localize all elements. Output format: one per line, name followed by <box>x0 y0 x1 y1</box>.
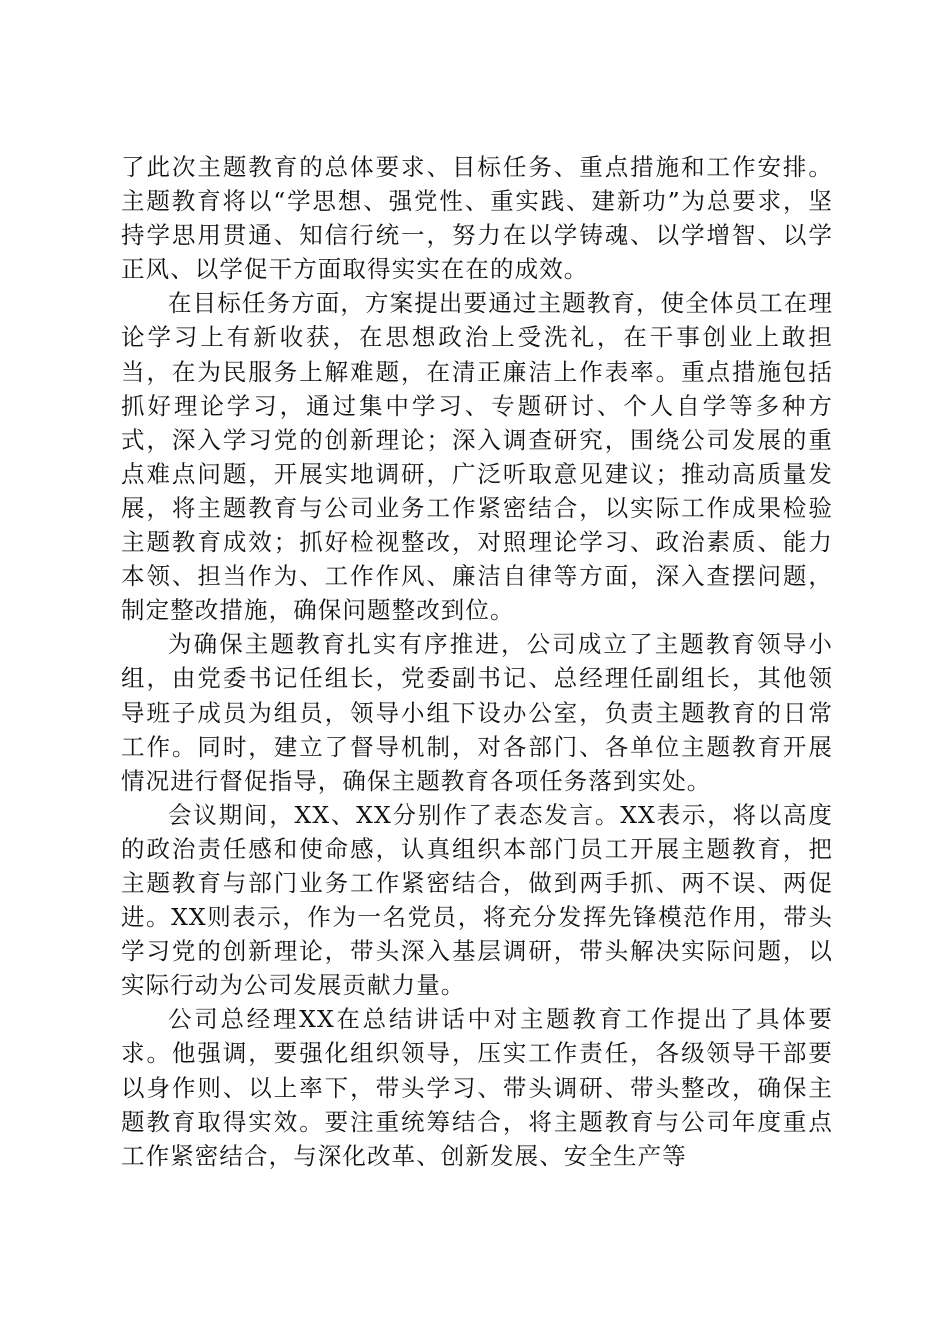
document-body <box>121 150 833 1173</box>
paragraph-continued: 了此次主题教育的总体要求、目标任务、重点措施和工作安排。主题教育将以“学思想、强党性、重实践、建新功”为总要求，坚持学思用贯通、知信行统一，努力在以学铸魂、以学增智、以学正风、以学促干方面取得实实在在的成效。 <box>121 153 833 284</box>
paragraph-objectives: 在目标任务方面，方案提出要通过主题教育，使全体员工在理论学习上有新收获，在思想政治上受洗礼，在干事创业上敢担当，在为民服务上解难题，在清正廉洁上作表率。重点措施包括抓好理论学习，通过集中学习、专题研讨、个人自学等多种方式，深入学习党的创新理论；深入调查研究，围绕公司发展的重点难点问题，开展实地调研，广泛听取意见建议；推动高质量发展，将主题教育与公司业务工作紧密结合，以实际工作成果检验主题教育成效；抓好检视整改，对照理论学习、政治素质、能力本领、担当作为、工作作风、廉洁自律等方面，深入查摆问题，制定整改措施，确保问题整改到位。 <box>121 289 833 625</box>
paragraph-summary-speech: 公司总经理XX在总结讲话中对主题教育工作提出了具体要求。他强调，要强化组织领导，压实工作责任，各级领导干部要以身作则、以上率下，带头学习、带头调研、带头整改，确保主题教育取得实效。要注重统筹结合，将主题教育与公司年度重点工作紧密结合，与深化改革、创新发展、安全生产等 <box>121 1005 833 1170</box>
paragraph-leadership-group: 为确保主题教育扎实有序推进，公司成立了主题教育领导小组，由党委书记任组长，党委副书记、总经理任副组长，其他领导班子成员为组员，领导小组下设办公室，负责主题教育的日常工作。同时，建立了督导机制，对各部门、各单位主题教育开展情况进行督促指导，确保主题教育各项任务落到实处。 <box>121 630 833 795</box>
paragraph-statements: 会议期间，XX、XX分别作了表态发言。XX表示，将以高度的政治责任感和使命感，认真组织本部门员工开展主题教育，把主题教育与部门业务工作紧密结合，做到两手抓、两不误、两促进。XX则表示，作为一名党员，将充分发挥先锋模范作用，带头学习党的创新理论，带头深入基层调研，带头解决实际问题，以实际行动为公司发展贡献力量。 <box>121 800 833 1000</box>
